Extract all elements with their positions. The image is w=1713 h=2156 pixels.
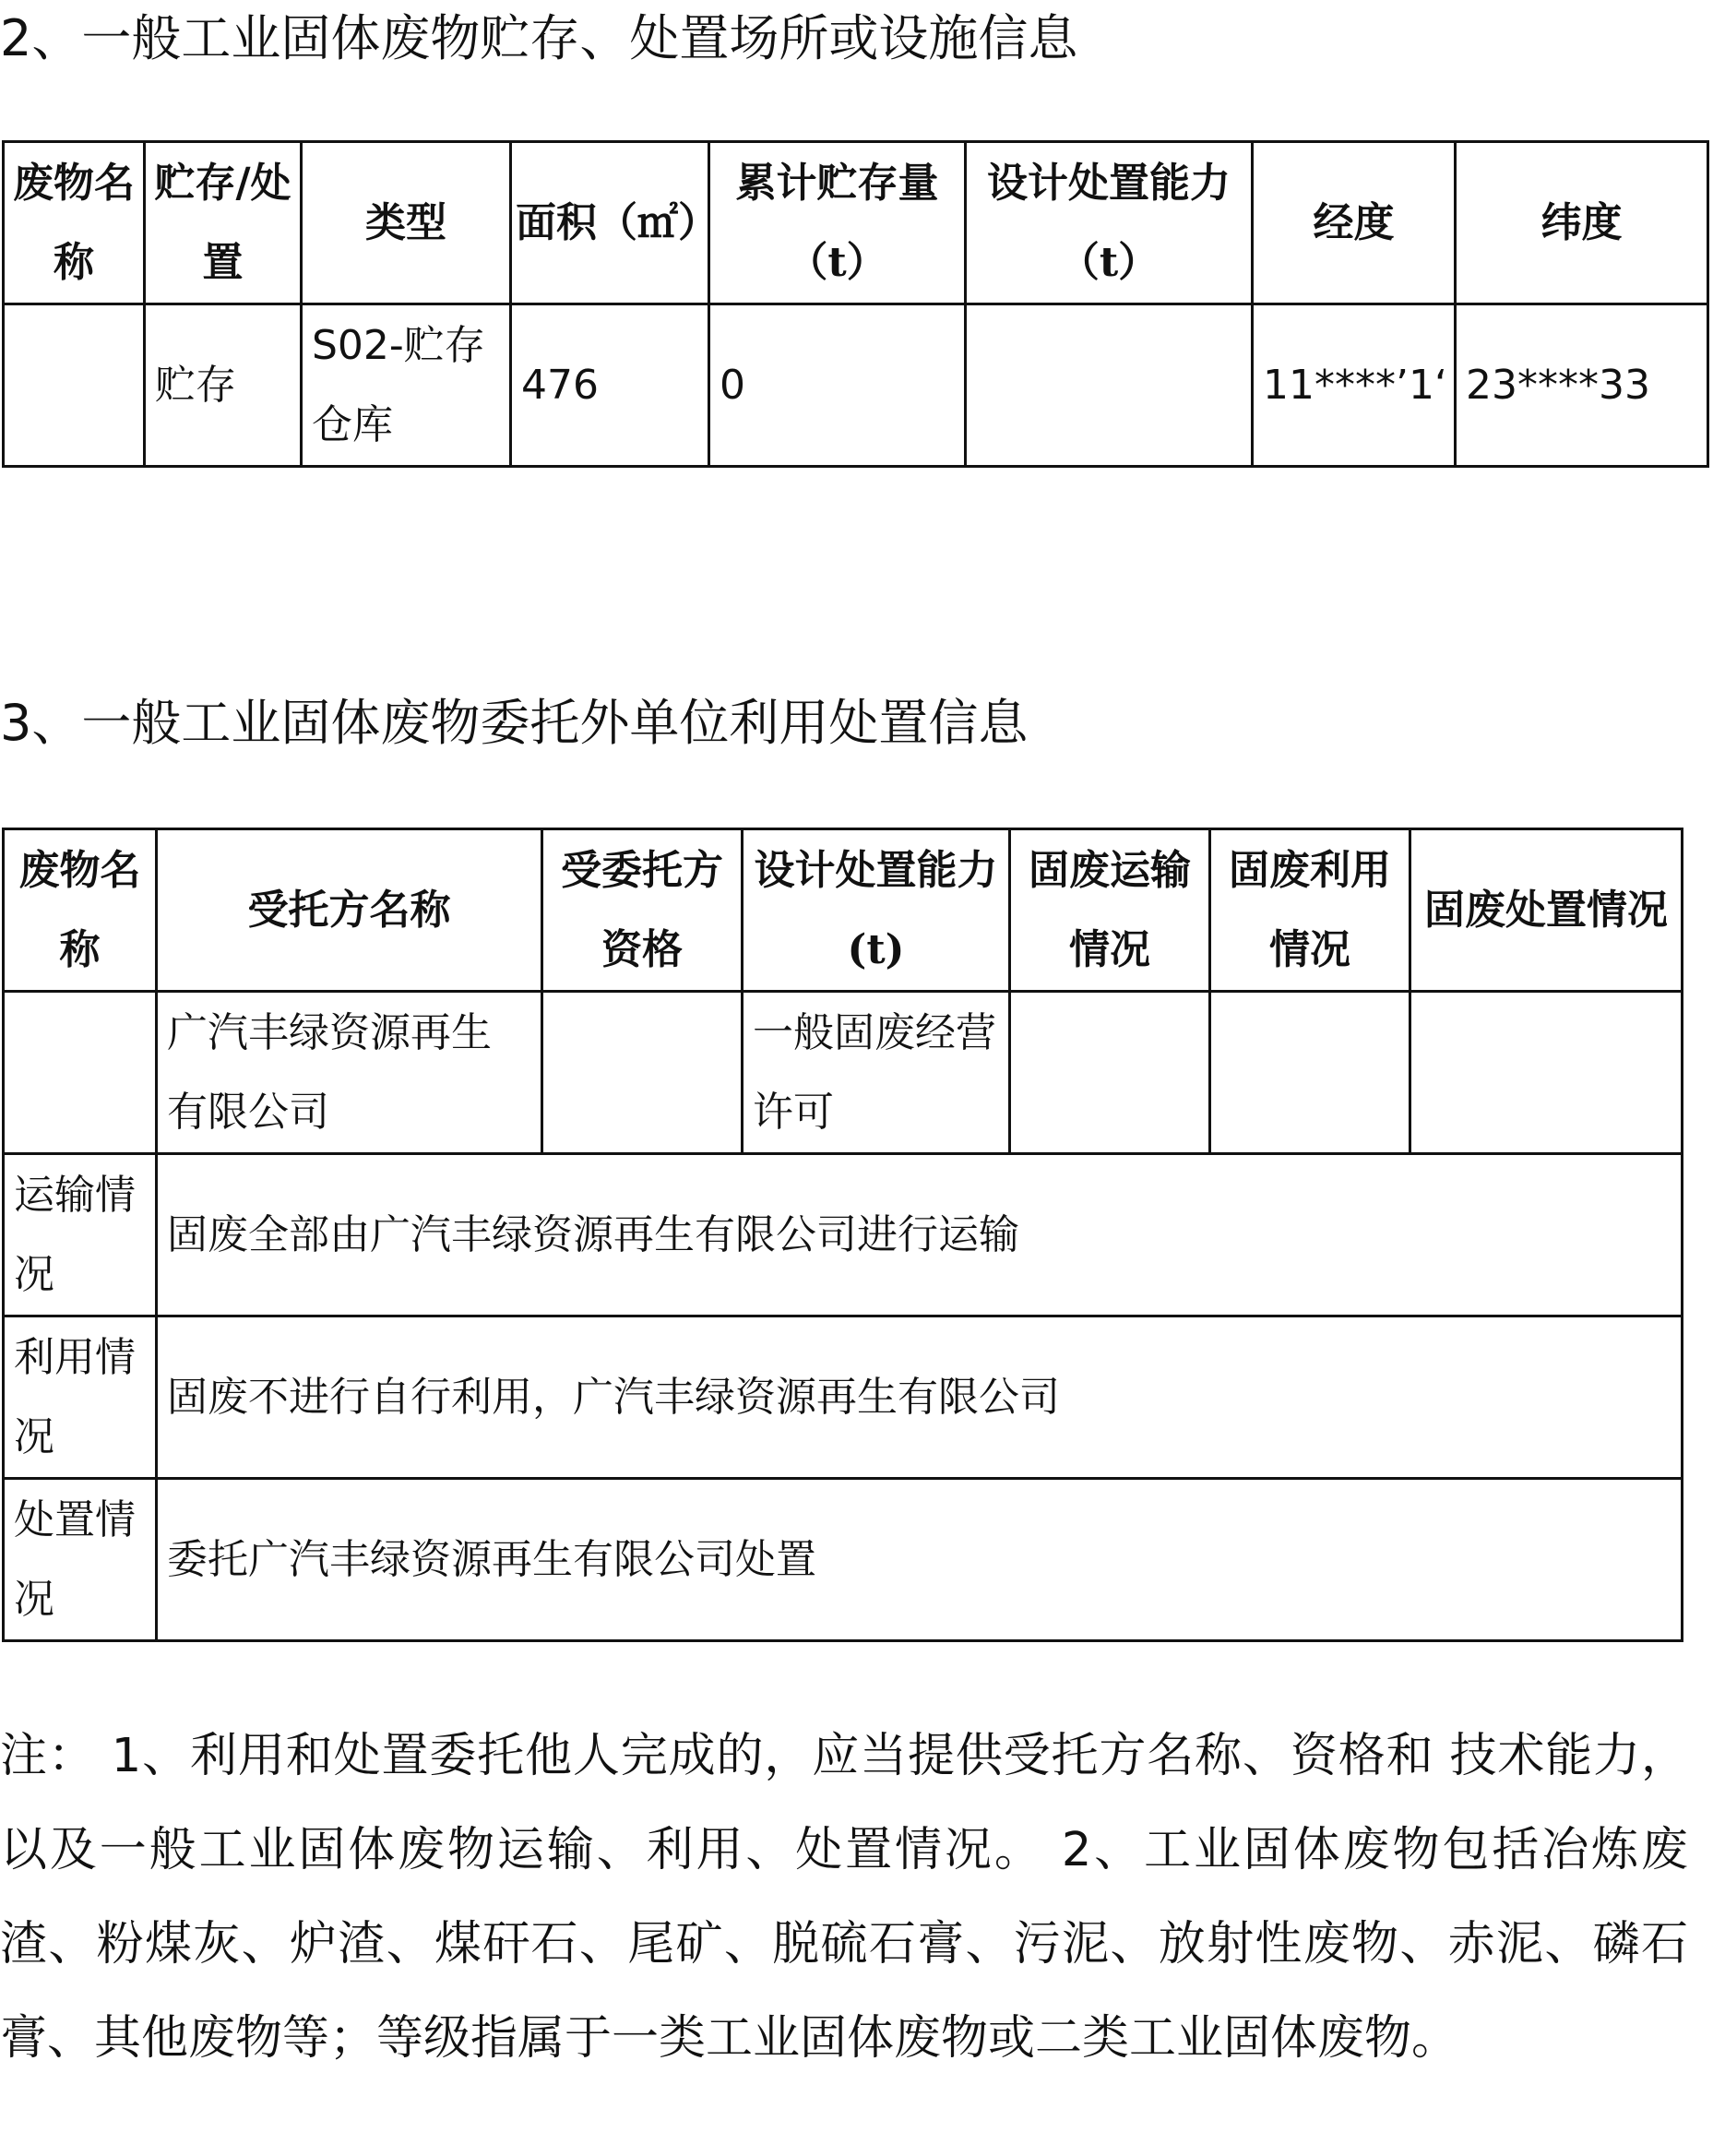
cell-waste-name: [4, 304, 145, 467]
transport-text: 固废全部由广汽丰绿资源再生有限公司进行运输: [157, 1154, 1683, 1316]
cell-utilization: [1210, 992, 1410, 1154]
header-utilization: 固废利用情况: [1210, 829, 1410, 992]
footnote: 注： 1、利用和处置委托他人完成的，应当提供受托方名称、资格和 技术能力，以及一般工业固体废物运输、利用、处置情况。 2、工业固体废物包括冶炼废渣、粉煤灰、炉渣、煤矸石、尾矿、脱硫石膏、污泥、放射性废物、赤泥、磷石膏、其他废物等；等级指属于一类工业固体废物或二类工业固体废物。: [0, 1729, 1688, 2066]
header-design-capacity: 设计处置能力(t): [743, 829, 1010, 992]
cell-disposal: [1410, 992, 1683, 1154]
utilization-label: 利用情况: [4, 1316, 157, 1479]
cell-longitude: 11****’1‘: [1253, 304, 1456, 467]
cell-type: S02-贮存仓库: [302, 304, 511, 467]
disposal-row: [4, 1479, 1683, 1641]
cell-design-capacity: [966, 304, 1253, 467]
cell-consignee-name: 广汽丰绿资源再生有限公司: [157, 992, 542, 1154]
cell-consignee-qualification: [542, 992, 743, 1154]
header-cumulative-storage: 累计贮存量（t）: [709, 142, 966, 304]
header-consignee-name: 受托方名称: [157, 829, 542, 992]
header-transport: 固废运输情况: [1010, 829, 1210, 992]
header-storage-disposal: 贮存/处置: [145, 142, 302, 304]
cell-storage-disposal: 贮存: [145, 304, 302, 467]
outsourced-disposal-table: [2, 828, 1683, 1642]
header-design-capacity: 设计处置能力（t）: [966, 142, 1253, 304]
header-type: 类型: [302, 142, 511, 304]
header-consignee-qualification: 受委托方资格: [542, 829, 743, 992]
header-area: 面积（㎡）: [511, 142, 709, 304]
header-disposal: 固废处置情况: [1410, 829, 1683, 992]
cell-cumulative-storage: 0: [709, 304, 966, 467]
section3-heading: 3、一般工业固体废物委托外单位利用处置信息: [0, 694, 1029, 752]
table-row: [4, 304, 1708, 467]
cell-area: 476: [511, 304, 709, 467]
section2-heading: 2、一般工业固体废物贮存、处置场所或设施信息: [0, 9, 1078, 67]
table-row: [4, 992, 1683, 1154]
transport-row: [4, 1154, 1683, 1316]
storage-facility-table: [2, 140, 1709, 468]
cell-latitude: 23****33: [1456, 304, 1708, 467]
header-waste-name: 废物名称: [4, 142, 145, 304]
utilization-text: 固废不进行自行利用，广汽丰绿资源再生有限公司: [157, 1316, 1683, 1479]
table-header-row: [4, 142, 1708, 304]
header-latitude: 纬度: [1456, 142, 1708, 304]
header-longitude: 经度: [1253, 142, 1456, 304]
header-waste-name: 废物名称: [4, 829, 157, 992]
cell-waste-name: [4, 992, 157, 1154]
cell-design-capacity: 一般固废经营许可: [743, 992, 1010, 1154]
table-header-row: [4, 829, 1683, 992]
disposal-label: 处置情况: [4, 1479, 157, 1641]
utilization-row: [4, 1316, 1683, 1479]
transport-label: 运输情况: [4, 1154, 157, 1316]
disposal-text: 委托广汽丰绿资源再生有限公司处置: [157, 1479, 1683, 1641]
cell-transport: [1010, 992, 1210, 1154]
